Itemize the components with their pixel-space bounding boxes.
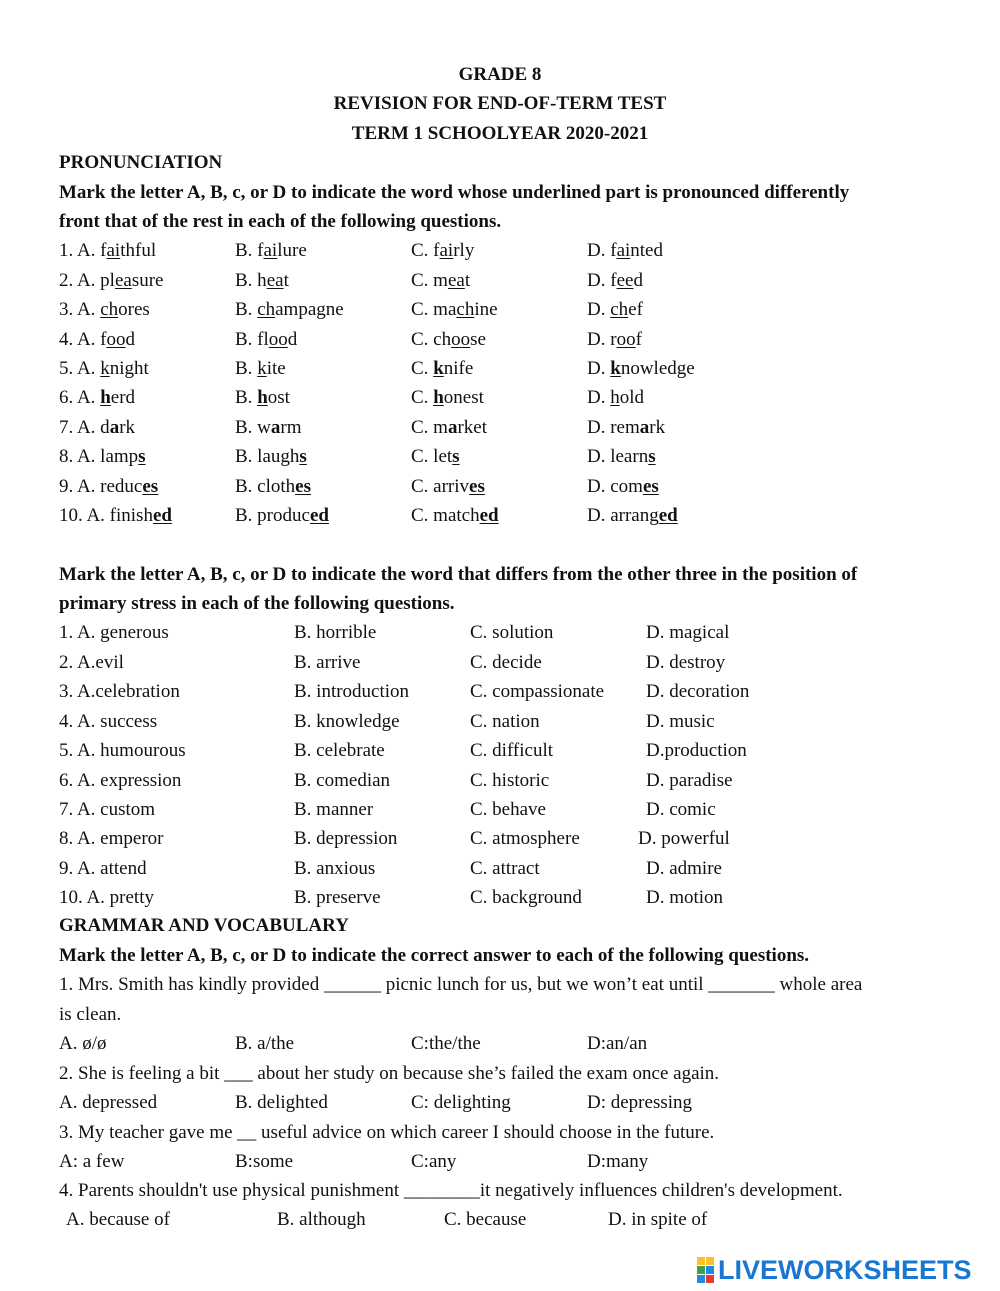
document-term: TERM 1 SCHOOLYEAR 2020-2021 <box>351 123 649 144</box>
pronunciation-heading: PRONUNCIATION <box>59 152 223 173</box>
option-a: 3. A.celebration <box>59 681 180 702</box>
option-c: C. nation <box>470 711 540 732</box>
option-c: C. solution <box>470 622 554 643</box>
pronunciation-instruction-2: front that of the rest in each of the following questions. <box>59 211 502 232</box>
option-c: C. compassionate <box>470 681 605 702</box>
option-a: 2. A.evil <box>59 652 124 673</box>
option-b: B:some <box>235 1151 294 1172</box>
grammar-question-3: 3. My teacher gave me __ useful advice on which career I should choose in the future. <box>59 1122 715 1143</box>
option-a: 9. A. attend <box>59 858 147 879</box>
option-a: 6. A. expression <box>59 770 182 791</box>
option-a: A. depressed <box>59 1092 158 1113</box>
option-c: C. attract <box>470 858 540 879</box>
document-grade: GRADE 8 <box>458 64 542 85</box>
option-c: C. difficult <box>470 740 554 761</box>
option-b: B. depression <box>294 828 398 849</box>
option-b: B. although <box>277 1209 366 1230</box>
document-title: REVISION FOR END-OF-TERM TEST <box>333 93 667 114</box>
option-b: B. a/the <box>235 1033 295 1054</box>
option-b: B. knowledge <box>294 711 400 732</box>
option-b: B. anxious <box>294 858 376 879</box>
option-d: D. paradise <box>646 770 733 791</box>
option-a: 4. A. success <box>59 711 158 732</box>
option-a: 5. A. humourous <box>59 740 186 761</box>
option-c: C. because <box>444 1209 527 1230</box>
option-b: B. horrible <box>294 622 377 643</box>
option-a: 10. A. pretty <box>59 887 154 908</box>
option-c: C. behave <box>470 799 546 820</box>
option-d: D. powerful <box>638 828 730 849</box>
stress-instruction-1: Mark the letter A, B, c, or D to indicate the word that differs from the other three in the position of <box>59 564 858 585</box>
option-d: D. music <box>646 711 715 732</box>
pronunciation-instruction-1: Mark the letter A, B, c, or D to indicate the word whose underlined part is pronounced differently <box>59 182 850 203</box>
option-c: C:the/the <box>411 1033 481 1054</box>
option-b: B. manner <box>294 799 374 820</box>
grammar-question-1: 1. Mrs. Smith has kindly provided ______ picnic lunch for us, but we won’t eat until _______ whole area <box>59 974 863 995</box>
option-d: D.production <box>646 740 747 761</box>
liveworksheets-logo <box>697 1255 972 1285</box>
option-a: A: a few <box>59 1151 125 1172</box>
option-b: B. arrive <box>294 652 361 673</box>
option-b: B. introduction <box>294 681 410 702</box>
option-d: D:many <box>587 1151 649 1172</box>
option-a: 8. A. emperor <box>59 828 164 849</box>
option-a: 7. A. custom <box>59 799 156 820</box>
option-c: C. atmosphere <box>470 828 580 849</box>
option-d: D: depressing <box>587 1092 693 1113</box>
option-d: D. admire <box>646 858 722 879</box>
option-b: B. celebrate <box>294 740 385 761</box>
logo-blocks-icon <box>697 1257 714 1283</box>
option-d: D. comic <box>646 799 716 820</box>
option-c: C:any <box>411 1151 457 1172</box>
option-d: D. magical <box>646 622 730 643</box>
option-d: D:an/an <box>587 1033 648 1054</box>
option-b: B. comedian <box>294 770 391 791</box>
grammar-heading: GRAMMAR AND VOCABULARY <box>59 915 349 936</box>
option-c: C: delighting <box>411 1092 511 1113</box>
logo-text: LIVEWORKSHEETS <box>718 1254 972 1285</box>
option-c: C. historic <box>470 770 550 791</box>
grammar-question-2: 2. She is feeling a bit ___ about her study on because she’s failed the exam once again. <box>59 1063 720 1084</box>
grammar-question-4: 4. Parents shouldn't use physical punishment ________it negatively influences children's development. <box>59 1180 843 1201</box>
stress-instruction-2: primary stress in each of the following questions. <box>59 593 455 614</box>
option-d: D. destroy <box>646 652 726 673</box>
option-d: D. motion <box>646 887 724 908</box>
option-b: B. preserve <box>294 887 381 908</box>
option-b: B. delighted <box>235 1092 328 1113</box>
option-d: D. in spite of <box>608 1209 708 1230</box>
option-a: 1. A. generous <box>59 622 169 643</box>
grammar-question-1-cont: is clean. <box>59 1004 122 1025</box>
option-a: A. because of <box>66 1209 170 1230</box>
option-a: A. ø/ø <box>59 1033 107 1054</box>
option-c: C. decide <box>470 652 542 673</box>
option-c: C. background <box>470 887 582 908</box>
grammar-instruction: Mark the letter A, B, c, or D to indicate the correct answer to each of the following questions. <box>59 945 810 966</box>
option-d: D. decoration <box>646 681 750 702</box>
